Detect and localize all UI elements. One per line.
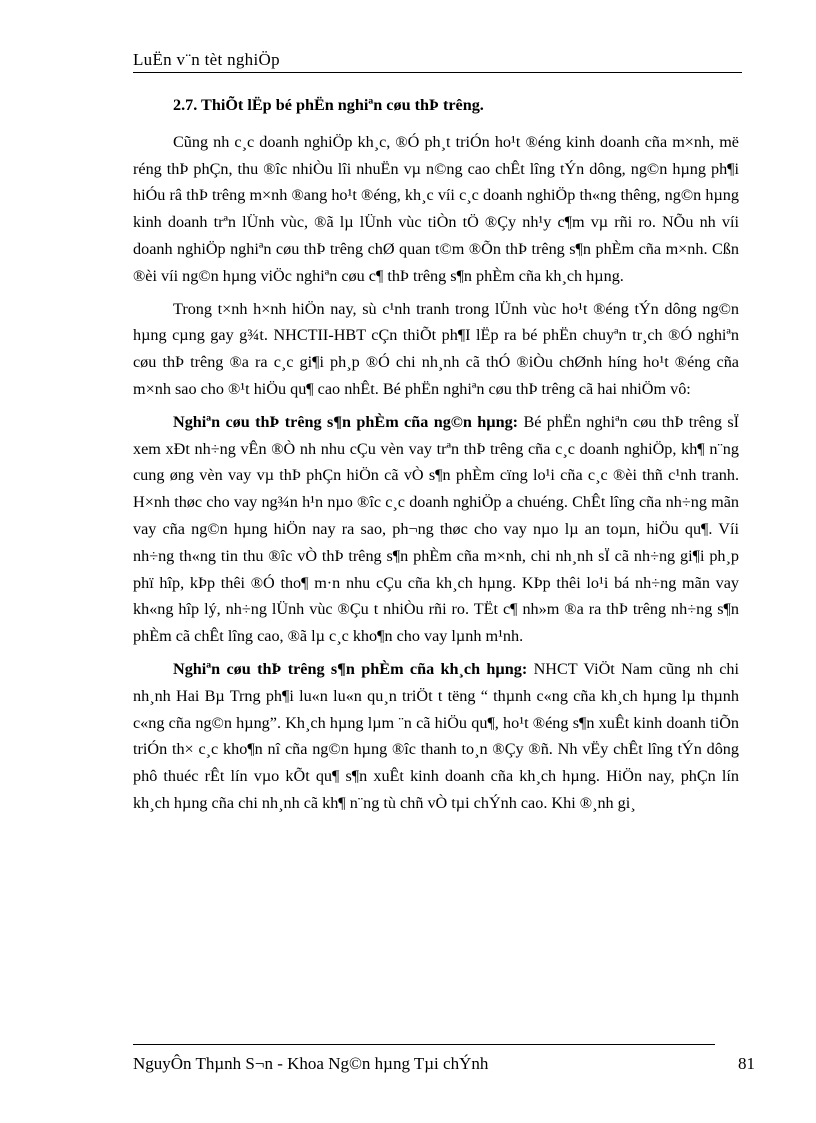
paragraph-3 xyxy=(133,409,739,650)
paragraph-lead: Nghiªn cøu thÞ trêng s¶n phÈm cña ng©n hµng: xyxy=(173,412,519,431)
document-body xyxy=(133,92,739,823)
footer-author: NguyÔn Thµnh S¬n - Khoa Ng©n hµng Tµi chÝnh xyxy=(133,1054,489,1073)
section-heading: 2.7. ThiÕt lËp bé phËn nghiªn cøu thÞ trêng. xyxy=(173,96,484,114)
paragraph-text: NHCT ViÖt Nam cũng nh chi nh¸nh Hai Bµ Trng ph¶i lu«n lu«n qu¸n triÖt t tëng “ thµnh c«ng cña kh¸ch hµng lµ thµnh c«ng cña ng©n hµng”. Kh¸ch hµng lµm ¨n cã hiÖu qu¶, ho¹t ®éng s¶n xuÊt kinh doanh tiÕn triÓn th× c¸c kho¶n nî cña ng©n hµng ®îc thanh to¸n ®Çy ®ñ. Nh vËy chÊt lîng tÝn dông phô thuéc rÊt lín vµo kÕt qu¶ s¶n xuÊt kinh doanh cña kh¸ch hµng. HiÖn nay, phÇn lín kh¸ch hµng cña chi nh¸nh cã kh¶ n¨ng tù chñ vÒ tµi chÝnh cao. Khi ®¸nh gi¸ xyxy=(133,659,740,812)
paragraph-1 xyxy=(133,129,739,290)
footer-divider xyxy=(133,1044,715,1045)
paragraph-2 xyxy=(133,296,739,403)
paragraph-text: Cũng nh c¸c doanh nghiÖp kh¸c, ®Ó ph¸t triÓn ho¹t ®éng kinh doanh cña m×nh, më réng thÞ phÇn, thu ®îc nhiÒu lîi nhuËn vµ n©ng cao chÊt lîng tÝn dông, ng©n hµng ph¶i hiÓu râ thÞ trêng m×nh ®ang ho¹t ®éng, kh¸c víi c¸c doanh nghiÖp th«ng thêng, ng©n hµng kinh doanh trªn lÜnh vùc, ®ã lµ lÜnh vùc tiÒn tÖ ®Çy nh¹y c¶m vµ rñi ro. NÕu nh víi doanh nghiÖp nghiªn cøu thÞ trêng chØ quan t©m ®Õn thÞ trêng s¶n phÈm cña m×nh. Cßn ®èi víi ng©n hµng viÖc nghiªn cøu c¶ thÞ trêng s¶n phÈm cña kh¸ch hµng. xyxy=(133,132,739,285)
paragraph-text: Trong t×nh h×nh hiÖn nay, sù c¹nh tranh trong lÜnh vùc ho¹t ®éng tÝn dông ng©n hµng cµng gay g¾t. NHCTII-HBT cÇn thiÕt ph¶I lËp ra bé phËn chuyªn tr¸ch ®Ó nghiªn cøu thÞ trêng ®a ra c¸c gi¶i ph¸p ®Ó chi nh¸nh cã thÓ ®iÒu chØnh híng ho¹t ®éng cña m×nh sao cho ®¹t hiÖu qu¶ cao nhÊt. Bé phËn nghiªn cøu thÞ trêng cã hai nhiÖm vô: xyxy=(133,299,739,398)
header-divider xyxy=(133,72,742,73)
paragraph-4 xyxy=(133,656,739,817)
paragraph-lead: Nghiªn cøu thÞ trêng s¶n phÈm cña kh¸ch hµng: xyxy=(173,659,528,678)
paragraph-text: Bé phËn nghiªn cøu thÞ trêng sÏ xem xÐt nh÷ng vÊn ®Ò nh nhu cÇu vèn vay trªn thÞ trêng cña c¸c doanh nghiÖp, kh¶ n¨ng cung øng vèn vay vµ thÞ phÇn hiÖn cã vÒ s¶n phÈm cïng lo¹i cña c¸c ®èi thñ c¹nh tranh. H×nh thøc cho vay ng¾n h¹n nµo ®îc c¸c doanh nghiÖp a chuéng. ChÊt lîng cña nh÷ng mãn vay cña ng©n hµng hiÖn nay ra sao, ph¬ng thøc cho vay nµo lµ an toµn, hiÖu qu¶. Víi nh÷ng th«ng tin thu ®îc vÒ thÞ trêng s¶n phÈm cña m×nh, chi nh¸nh sÏ cã nh÷ng gi¶i ph¸p phï hîp, kÞp thêi ®Ó tho¶ m·n nhu cÇu cña kh¸ch hµng. KÞp thêi lo¹i bá nh÷ng mãn vay kh«ng hîp lý, nh÷ng lÜnh vùc ®Çu t nhiÒu rñi ro. TËt c¶ nh»m ®a ra thÞ trêng nh÷ng s¶n phÈm cã chÊt lîng cao, ®ã lµ c¸c kho¶n cho vay lµnh m¹nh. xyxy=(133,412,740,646)
page-number: 81 xyxy=(738,1054,755,1073)
header-title: LuËn v¨n tèt nghiÖp xyxy=(133,50,280,69)
